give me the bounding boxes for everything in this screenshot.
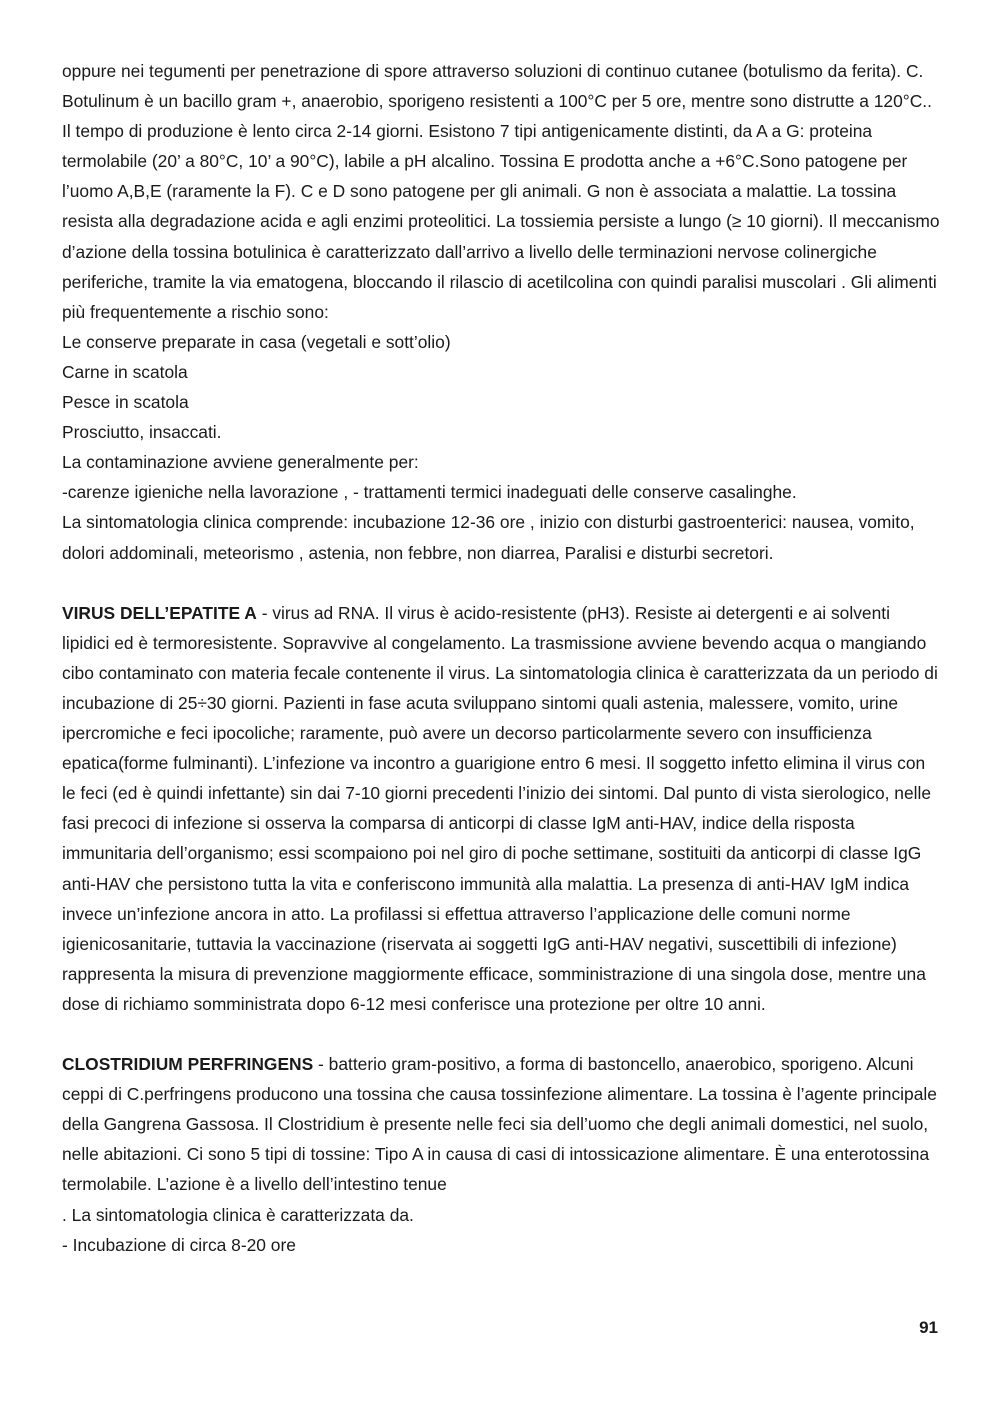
food-item: Prosciutto, insaccati. — [62, 422, 222, 443]
document-page — [62, 56, 942, 1260]
perfringens-section — [62, 1049, 942, 1199]
hepatitis-a-text: - virus ad RNA. Il virus è acido-resistente (pH3). Resiste ai detergenti e ai solventi lipidici ed è termoresistente. Sopravvive al congelamento. La trasmissione avviene bevendo acqua o mangiando cibo contaminato con materia fecale contenente il virus. La sintomatologia clinica è caratterizzata da un periodo di incubazione di 25÷30 giorni. Pazienti in fase acuta sviluppano sintomi quali astenia, malessere, vomito, urine ipercromiche e feci ipocoliche; raramente, può avere un decorso particolarmente severo con insufficienza epatica(forme fulminanti). L’infezione va incontro a guarigione entro 6 mesi. Il soggetto infetto elimina il virus con le feci (ed è quindi infettante) sin dai 7-10 giorni precedenti l’inizio dei sintomi. Dal punto di vista sierologico, nelle fasi precoci di infezione si osserva la comparsa di anticorpi di classe IgM anti-HAV, indice della risposta immunitaria dell’organismo; essi scompaiono poi nel giro di poche settimane, sostituiti da anticorpi di classe IgG anti-HAV che persistono tutta la vita e conferiscono immunità alla malattia. La presenza di anti-HAV IgM indica invece un’infezione ancora in atto. La profilassi si effettua attraverso l’applicazione delle comuni norme igienicosanitarie, tuttavia la vaccinazione (riservata ai soggetti IgG anti-HAV negativi, suscettibili di infezione) rappresenta la misura di prevenzione maggiormente efficace, somministrazione di una singola dose, mentre una dose di richiamo somministrata dopo 6-12 mesi conferisce una protezione per oltre 10 anni. — [62, 602, 938, 1014]
hepatitis-a-section — [62, 598, 942, 1019]
perfringens-incubation: - Incubazione di circa 8-20 ore — [62, 1234, 296, 1255]
contamination-title: La contaminazione avviene generalmente per: — [62, 452, 419, 473]
section-spacer — [62, 568, 942, 598]
botulism-intro-paragraph: oppure nei tegumenti per penetrazione di spore attraverso soluzioni di continuo cutanee (botulismo da ferita). C. Botulinum è un bacillo gram +, anaerobio, sporigeno resistenti a 100°C per 5 ore, mentre sono distrutte a 120°C.. Il tempo di produzione è lento circa 2-14 giorni. Esistono 7 tipi antigenicamente distinti, da A a G: proteina termolabile (20’ a 80°C, 10’ a 90°C), labile a pH alcalino. Tossina E prodotta anche a +6°C.Sono patogene per l’uomo A,B,E (raramente la F). C e D sono patogene per gli animali. G non è associata a malattie. La tossina resista alla degradazione acida e agli enzimi proteolitici. La tossiemia persiste a lungo (≥ 10 giorni). Il meccanismo d’azione della tossina botulinica è caratterizzato dall’arrivo a livello delle terminazioni nervose colinergiche periferiche, tramite la via ematogena, bloccando il rilascio di acetilcolina con quindi paralisi muscolari . Gli alimenti più frequentemente a rischio sono: — [62, 61, 940, 322]
page-number: 91 — [919, 1318, 938, 1337]
section-spacer — [62, 1019, 942, 1049]
food-item: Carne in scatola — [62, 361, 188, 382]
perfringens-symptoms-intro: . La sintomatologia clinica è caratterizzata da. — [62, 1204, 414, 1225]
contamination-text: -carenze igieniche nella lavorazione , - trattamenti termici inadeguati delle conserve casalinghe. — [62, 482, 797, 503]
food-item: Pesce in scatola — [62, 392, 189, 413]
botulism-symptoms-paragraph: La sintomatologia clinica comprende: incubazione 12-36 ore , inizio con disturbi gastroenterici: nausea, vomito, dolori addominali, meteorismo , astenia, non febbre, non diarrea, Paralisi e disturbi secretori. — [62, 512, 915, 563]
perfringens-heading: CLOSTRIDIUM PERFRINGENS — [62, 1054, 314, 1075]
perfringens-text: - batterio gram-positivo, a forma di bastoncello, anaerobico, sporigeno. Alcuni ceppi di C.perfringens producono una tossina che causa tossinfezione alimentare. La tossina è l’agente principale della Gangrena Gassosa. Il Clostridium è presente nelle feci sia dell’uomo che degli animali domestici, nel suolo, nelle abitazioni. Ci sono 5 tipi di tossine: Tipo A in causa di casi di intossicazione alimentare. È una enterotossina termolabile. L’azione è a livello dell’intestino tenue — [62, 1054, 937, 1195]
food-item: Le conserve preparate in casa (vegetali e sott’olio) — [62, 331, 451, 352]
hepatitis-a-heading: VIRUS DELL’EPATITE A — [62, 602, 257, 623]
